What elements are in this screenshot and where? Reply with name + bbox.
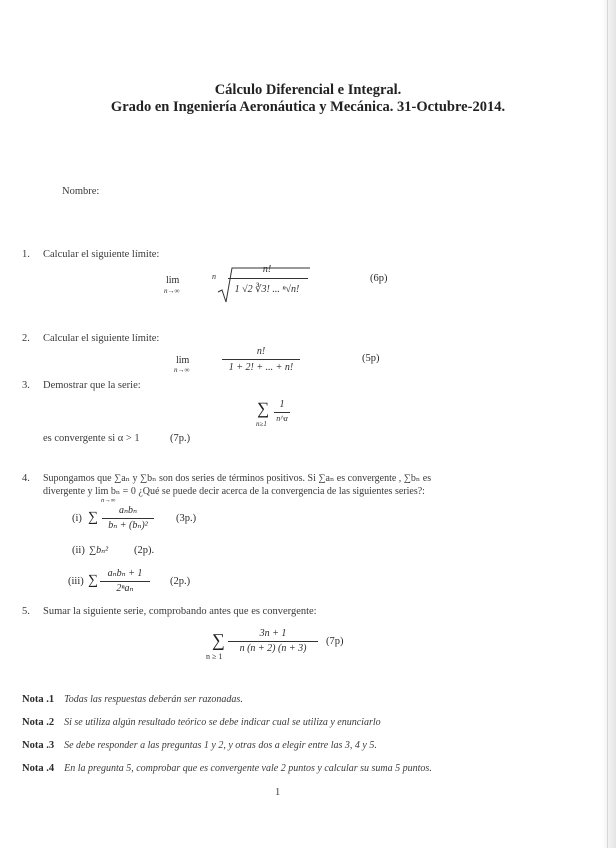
q3-tail: es convergente si α > 1 bbox=[43, 433, 140, 444]
name-label: Nombre: bbox=[62, 186, 100, 197]
q3-sum-sub: n≥1 bbox=[256, 420, 267, 428]
q2-numerator: n! bbox=[256, 346, 266, 357]
q1-root-index: n bbox=[212, 272, 216, 281]
q1-numerator: n! bbox=[262, 264, 272, 275]
q4-prompt-line1: Supongamos que ∑aₙ y ∑bₙ son dos series de términos positivos. Si ∑aₙ es convergente , ∑bₙ es bbox=[43, 473, 432, 484]
q5-prompt: Sumar la siguiente serie, comprobando antes que es convergente: bbox=[43, 606, 317, 617]
q3-sum-symbol: ∑ bbox=[257, 399, 270, 418]
q2-lim-sub: n→∞ bbox=[174, 366, 190, 374]
note-4-label: Nota .4 bbox=[22, 763, 55, 774]
q4-part-ii-label: (ii) bbox=[72, 545, 85, 556]
q5-denominator: n (n + 2) (n + 3) bbox=[239, 643, 307, 654]
q2-fraction-bar bbox=[222, 359, 300, 360]
q4-part-i-sum-icon: ∑ bbox=[88, 510, 98, 525]
q4-part-iii-label: (iii) bbox=[68, 576, 84, 587]
q4-part-iii-sum-icon: ∑ bbox=[88, 573, 98, 588]
q1-points: (6p) bbox=[370, 273, 388, 284]
q4-part-i-numerator: aₙbₙ bbox=[118, 505, 138, 516]
q4-part-i-points: (3p.) bbox=[176, 513, 197, 524]
q1-denominator: 1 √2 ∛3! ... ⁿ√n! bbox=[234, 284, 300, 295]
q2-prompt: Calcular el siguiente límite: bbox=[43, 333, 160, 344]
q3-points: (7p.) bbox=[170, 433, 191, 444]
q4-part-iii-fraction-bar bbox=[100, 581, 150, 582]
q3-prompt: Demostrar que la serie: bbox=[43, 380, 141, 391]
q1-lim-sub: n→∞ bbox=[164, 287, 180, 295]
q4-part-i-denominator: bₙ + (bₙ)² bbox=[108, 520, 148, 531]
q5-sum-sub: n ≥ 1 bbox=[206, 652, 223, 661]
note-3-label: Nota .3 bbox=[22, 740, 55, 751]
q5-numerator: 3n + 1 bbox=[259, 628, 287, 639]
q4-part-iii-numerator: aₙbₙ + 1 bbox=[107, 568, 143, 579]
q3-fraction-bar bbox=[274, 412, 290, 413]
note-3-text: Se debe responder a las preguntas 1 y 2, y otras dos a elegir entre las 3, 4 y 5. bbox=[64, 740, 377, 751]
q4-part-i-label: (i) bbox=[72, 513, 82, 524]
q4-part-iii-denominator: 2ⁿaₙ bbox=[116, 583, 134, 594]
note-2 bbox=[22, 712, 381, 730]
note-1 bbox=[22, 689, 243, 707]
scan-edge-shadow bbox=[602, 0, 616, 848]
q1-prompt: Calcular el siguiente límite: bbox=[43, 249, 160, 260]
q4-number: 4. bbox=[22, 473, 30, 484]
note-4 bbox=[22, 758, 432, 776]
q4-prompt-line2: divergente y lim bₙ = 0 ¿Qué se puede decir acerca de la convergencia de las siguientes series?: bbox=[43, 486, 425, 497]
q2-points: (5p) bbox=[362, 353, 380, 364]
page-number: 1 bbox=[275, 787, 281, 798]
q3-denominator: n^α bbox=[276, 414, 288, 423]
q5-number: 5. bbox=[22, 606, 30, 617]
note-4-text: En la pregunta 5, comprobar que es convergente vale 2 puntos y calcular su suma 5 puntos. bbox=[64, 763, 432, 774]
title-line-2: Grado en Ingeniería Aeronáutica y Mecánica. 31-Octubre-2014. bbox=[110, 99, 506, 115]
scan-edge-line bbox=[607, 0, 608, 848]
q2-number: 2. bbox=[22, 333, 30, 344]
q5-fraction-bar bbox=[228, 641, 318, 642]
q4-part-i-fraction-bar bbox=[102, 518, 154, 519]
note-2-label: Nota .2 bbox=[22, 717, 55, 728]
q1-lim: lim bbox=[166, 275, 180, 286]
q3-number: 3. bbox=[22, 380, 30, 391]
q1-fraction-bar bbox=[228, 278, 308, 279]
q3-numerator: 1 bbox=[279, 399, 285, 410]
q5-points: (7p) bbox=[326, 636, 344, 647]
q2-denominator: 1 + 2! + ... + n! bbox=[228, 362, 294, 373]
q4-lim-sub: n→∞ bbox=[101, 497, 116, 504]
q1-number: 1. bbox=[22, 249, 30, 260]
title-line-1: Cálculo Diferencial e Integral. bbox=[214, 82, 402, 98]
q4-part-ii-expr: ∑bₙ² bbox=[89, 545, 109, 556]
q4-part-ii-points: (2p). bbox=[134, 545, 155, 556]
note-2-text: Si se utiliza algún resultado teórico se debe indicar cual se utiliza y enunciarlo bbox=[64, 717, 381, 728]
q4-part-iii-points: (2p.) bbox=[170, 576, 191, 587]
note-1-text: Todas las respuestas deberán ser razonadas. bbox=[64, 694, 243, 705]
q5-sum-symbol: ∑ bbox=[212, 630, 225, 650]
q2-lim: lim bbox=[176, 355, 190, 366]
note-1-label: Nota .1 bbox=[22, 694, 55, 705]
note-3 bbox=[22, 735, 377, 753]
